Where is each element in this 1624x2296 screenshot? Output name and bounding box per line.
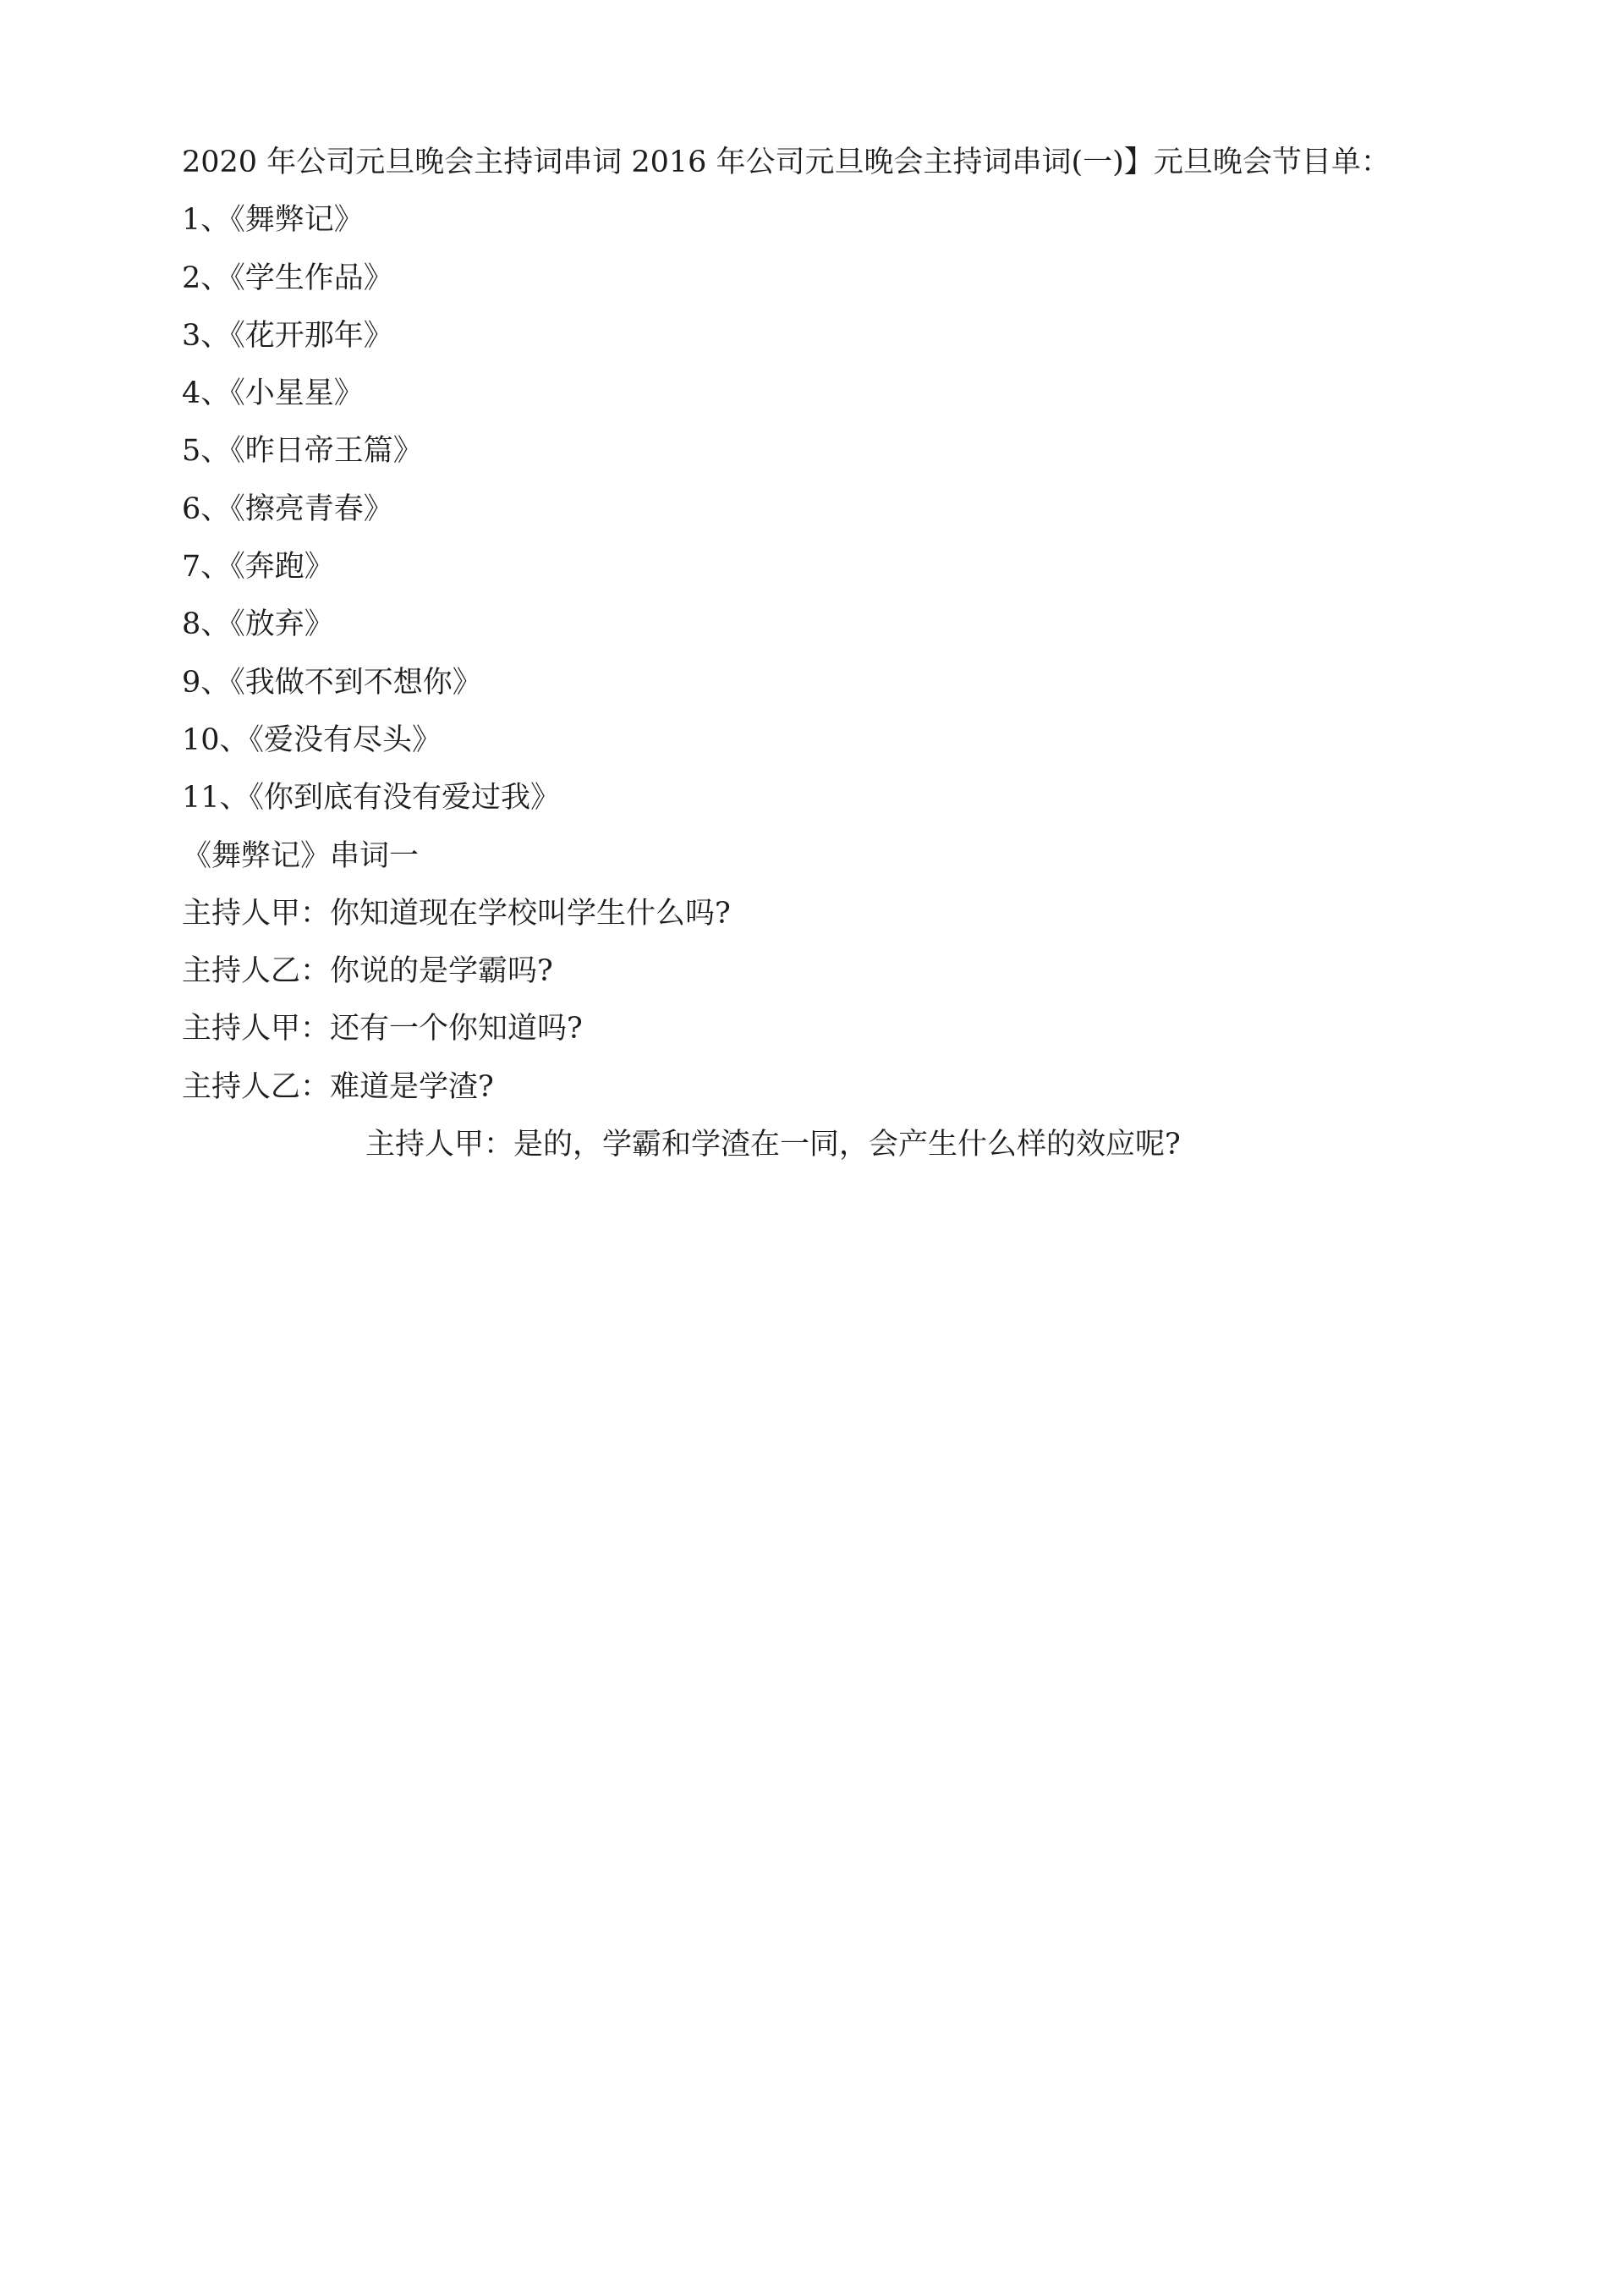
program-item: 10、《爱没有尽头》: [182, 722, 442, 757]
dialogue-line: 主持人甲：你知道现在学校叫学生什么吗?: [182, 896, 731, 931]
program-item: 7、《奔跑》: [182, 550, 334, 585]
section-heading: 《舞弊记》串词一: [182, 838, 420, 873]
program-item: 9、《我做不到不想你》: [182, 665, 482, 700]
program-item: 4、《小星星》: [182, 376, 364, 411]
dialogue-line: 主持人甲：还有一个你知道吗?: [182, 1012, 583, 1046]
program-item: 5、《昨日帝王篇》: [182, 434, 423, 469]
program-item: 11、《你到底有没有爱过我》: [182, 781, 561, 816]
program-item: 3、《花开那年》: [182, 318, 393, 353]
dialogue-line: 主持人乙：你说的是学霸吗?: [182, 954, 553, 989]
program-item: 6、《擦亮青春》: [182, 492, 393, 526]
program-item: 8、《放弃》: [182, 607, 334, 642]
dialogue-line-indented: 主持人甲：是的，学霸和学渣在一同，会产生什么样的效应呢?: [365, 1128, 1181, 1162]
document-body: [182, 134, 1501, 1173]
program-item: 2、《学生作品》: [182, 261, 393, 295]
program-item: 1、《舞弊记》: [182, 203, 364, 238]
document-title-line: 2020 年公司元旦晚会主持词串词 2016 年公司元旦晚会主持词串词(一)】元旦晚会节目单：: [182, 146, 1391, 179]
dialogue-line: 主持人乙：难道是学渣?: [182, 1069, 494, 1104]
